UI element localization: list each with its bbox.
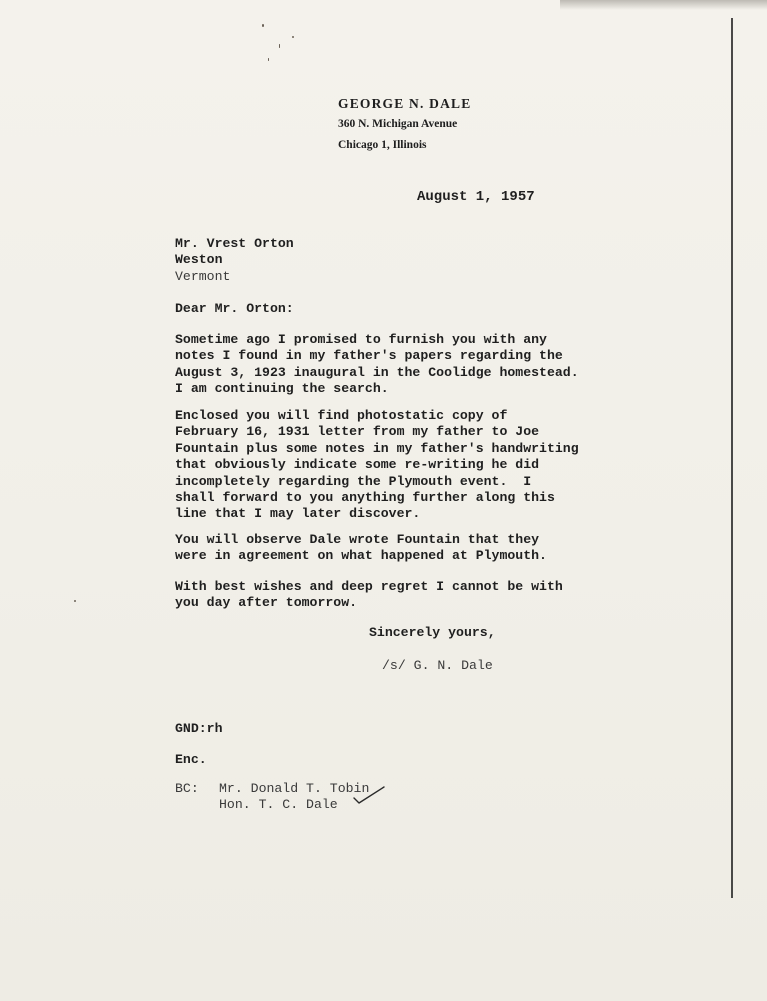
letterhead-street: 360 N. Michigan Avenue xyxy=(338,118,458,130)
page-edge-line xyxy=(731,18,733,898)
typist-initials: GND:rh xyxy=(175,721,223,736)
closing: Sincerely yours, xyxy=(369,625,496,640)
letterhead xyxy=(338,93,471,156)
paper-speck xyxy=(262,24,264,27)
letterhead-name: GEORGE N. DALE xyxy=(338,96,472,111)
signature: /s/ G. N. Dale xyxy=(382,658,493,673)
letter-date: August 1, 1957 xyxy=(417,189,535,205)
recipient-name: Mr. Vrest Orton xyxy=(175,236,294,251)
paper-speck xyxy=(292,36,294,38)
recipient-town: Weston xyxy=(175,252,223,268)
body-paragraph-2: Enclosed you will find photostatic copy of February 16, 1931 letter from my father to Joe Fountain plus some notes in my father's handwriting that obviously indicate some re-writing he did incompletely regarding the Plymouth event. I shall forward to you anything further along this line that I may later discover. xyxy=(175,408,579,522)
salutation: Dear Mr. Orton: xyxy=(175,301,294,316)
page-top-shadow xyxy=(560,0,767,10)
recipient-state: Vermont xyxy=(175,268,231,284)
paper-speck xyxy=(74,600,76,602)
recipient-address xyxy=(175,236,294,285)
body-paragraph-3: You will observe Dale wrote Fountain that they were in agreement on what happened at Plymouth. xyxy=(175,532,547,564)
bc-recipients: Mr. Donald T. Tobin Hon. T. C. Dale xyxy=(219,781,370,813)
body-paragraph-1: Sometime ago I promised to furnish you with any notes I found in my father's papers regarding the August 3, 1923 inaugural in the Coolidge homestead. I am continuing the search. xyxy=(175,332,579,397)
bc-label: BC: xyxy=(175,781,199,796)
letterhead-city: Chicago 1, Illinois xyxy=(338,139,427,151)
paper-speck xyxy=(279,44,280,48)
body-paragraph-4: With best wishes and deep regret I cannot be with you day after tomorrow. xyxy=(175,579,563,611)
paper-speck xyxy=(268,58,269,61)
check-mark-icon xyxy=(352,784,386,808)
enclosure-note: Enc. xyxy=(175,752,207,767)
